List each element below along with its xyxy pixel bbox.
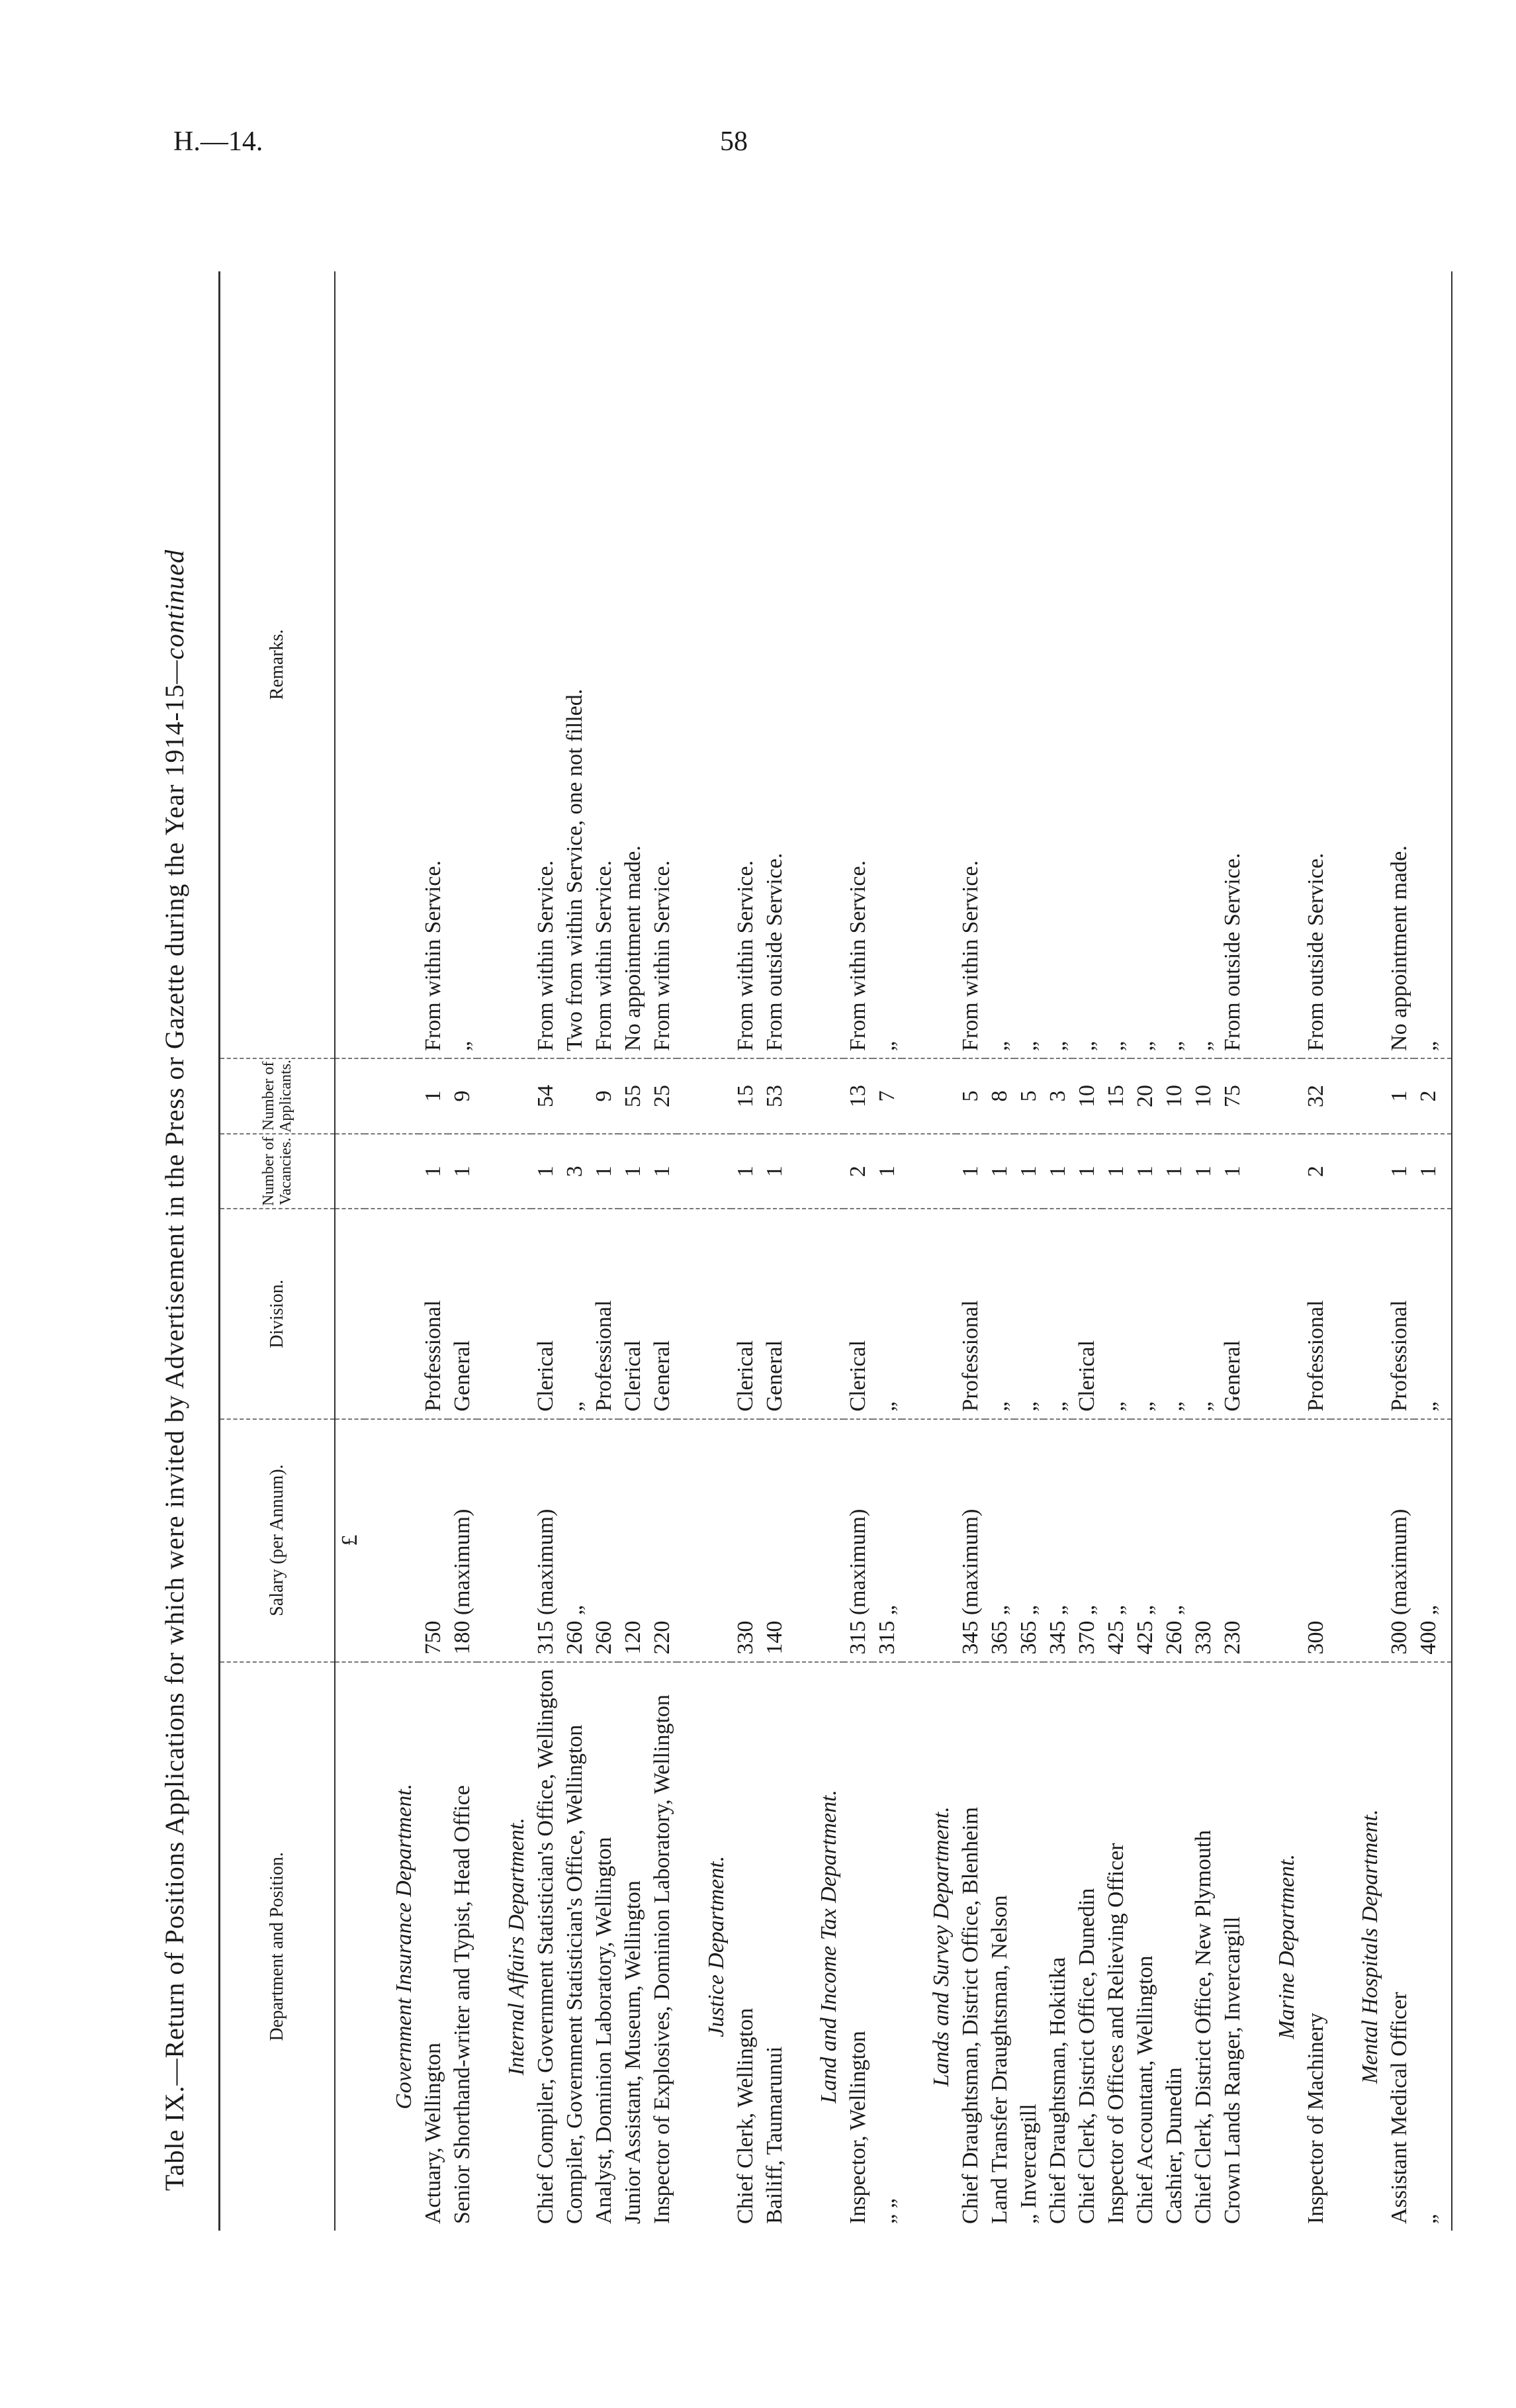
applicants-cell: 7: [873, 1058, 902, 1134]
empty-cell: [677, 1419, 731, 1662]
table-body: [365, 271, 1452, 2231]
division-cell: „: [873, 1209, 902, 1419]
position-cell: Inspector of Offices and Relieving Officer: [1104, 1843, 1128, 2224]
remarks-cell: From within Service.: [531, 271, 560, 1058]
table-row: [985, 271, 1014, 2231]
applicants-cell: 15: [731, 1058, 760, 1134]
division-cell: Clerical: [531, 1209, 560, 1419]
empty-cell: [677, 271, 731, 1058]
table-row: [1014, 271, 1044, 2231]
vacancies-cell: 1: [1131, 1134, 1160, 1209]
table-row: [1218, 271, 1247, 2231]
division-cell: General: [760, 1209, 789, 1419]
salary-cell: 180 (maximum): [448, 1419, 477, 1662]
vacancies-cell: 1: [1385, 1134, 1414, 1209]
table-row: [1131, 271, 1160, 2231]
table-row: [873, 271, 902, 2231]
division-cell: Professional: [590, 1209, 619, 1419]
table-row: [531, 271, 560, 2231]
caption-continued: —continued: [159, 549, 189, 684]
col-salary: Salary (per Annum).: [220, 1419, 335, 1662]
salary-cell: 120: [619, 1419, 648, 1662]
position-cell: Chief Compiler, Government Statistician's Office, Wellington: [533, 1669, 558, 2224]
empty-cell: [902, 1419, 956, 1662]
department-name: Land and Income Tax Department.: [817, 1789, 841, 2104]
position-cell: Senior Shorthand-writer and Typist, Head Office: [450, 1785, 474, 2224]
rotated-table-block: [119, 245, 1441, 2277]
remarks-cell: From outside Service.: [1302, 271, 1331, 1058]
empty-cell: [1331, 1058, 1385, 1134]
position-cell: „: [1414, 1662, 1452, 2231]
remarks-cell: „: [1131, 271, 1160, 1058]
department-heading-row: [1331, 271, 1385, 2231]
empty-cell: [1247, 1419, 1302, 1662]
remarks-cell: „: [985, 271, 1014, 1058]
empty-cell: [365, 1058, 419, 1134]
col-applicants: Number of Applicants.: [220, 1058, 335, 1134]
table-row: [1189, 271, 1218, 2231]
empty-cell: [789, 1134, 844, 1209]
table-row: [1160, 271, 1189, 2231]
position-cell: Chief Accountant, Wellington: [1133, 1955, 1157, 2224]
empty-cell: [677, 1209, 731, 1419]
vacancies-cell: 1: [619, 1134, 648, 1209]
table-caption: [159, 245, 190, 2191]
salary-cell: 400 „: [1414, 1419, 1452, 1662]
table-row: [1414, 271, 1452, 2231]
empty-cell: [1247, 1134, 1302, 1209]
vacancies-cell: 1: [590, 1134, 619, 1209]
remarks-cell: From within Service.: [844, 271, 873, 1058]
remarks-cell: „: [1014, 271, 1044, 1058]
vacancies-cell: 2: [1302, 1134, 1331, 1209]
division-cell: „: [1414, 1209, 1452, 1419]
empty-cell: [789, 271, 844, 1058]
applicants-cell: 20: [1131, 1058, 1160, 1134]
position-cell: Inspector of Explosives, Dominion Laboratory, Wellington: [650, 1694, 674, 2224]
department-name: Justice Department.: [704, 1855, 729, 2037]
position-cell: „ „: [875, 2198, 899, 2224]
empty-cell: [1331, 271, 1385, 1058]
empty-cell: [789, 1058, 844, 1134]
salary-cell: 750: [419, 1419, 448, 1662]
empty-cell: [1331, 1419, 1385, 1662]
remarks-cell: From within Service.: [590, 271, 619, 1058]
position-cell: Chief Draughtsman, Hokitika: [1046, 1957, 1070, 2224]
remarks-cell: „: [873, 271, 902, 1058]
vacancies-cell: 1: [1218, 1134, 1247, 1209]
remarks-cell: From within Service.: [956, 271, 985, 1058]
applicants-cell: 55: [619, 1058, 648, 1134]
position-cell: Inspector of Machinery: [1304, 2012, 1328, 2224]
vacancies-cell: 1: [1189, 1134, 1218, 1209]
remarks-cell: From outside Service.: [1218, 271, 1247, 1058]
position-cell: Chief Draughtsman, District Office, Blenheim: [958, 1806, 983, 2224]
remarks-cell: „: [1044, 271, 1073, 1058]
applicants-cell: 15: [1102, 1058, 1131, 1134]
vacancies-cell: 1: [1102, 1134, 1131, 1209]
empty-cell: [789, 1209, 844, 1419]
position-cell: Actuary, Wellington: [421, 2043, 445, 2224]
empty-cell: [477, 271, 531, 1058]
table-row: [590, 271, 619, 2231]
department-heading-row: [902, 271, 956, 2231]
remarks-cell: From within Service.: [648, 271, 677, 1058]
salary-cell: 260 „: [560, 1419, 590, 1662]
position-cell: Chief Clerk, District Office, New Plymouth: [1191, 1829, 1216, 2224]
applicants-cell: 53: [760, 1058, 789, 1134]
remarks-cell: „: [1073, 271, 1102, 1058]
division-cell: „: [560, 1209, 590, 1419]
position-cell: Chief Clerk, District Office, Dunedin: [1075, 1888, 1099, 2224]
applicants-cell: 3: [1044, 1058, 1073, 1134]
table-row: [419, 271, 448, 2231]
salary-cell: 230: [1218, 1419, 1247, 1662]
vacancies-cell: 1: [1014, 1134, 1044, 1209]
applicants-cell: 8: [985, 1058, 1014, 1134]
division-cell: „: [985, 1209, 1014, 1419]
col-remarks: Remarks.: [220, 271, 335, 1058]
applicants-cell: 9: [448, 1058, 477, 1134]
department-name: Mental Hospitals Department.: [1358, 1809, 1382, 2084]
salary-cell: 220: [648, 1419, 677, 1662]
position-cell: Bailiff, Taumarunui: [762, 2046, 787, 2224]
division-cell: Clerical: [1073, 1209, 1102, 1419]
division-cell: General: [648, 1209, 677, 1419]
applicants-cell: 10: [1160, 1058, 1189, 1134]
division-cell: Professional: [419, 1209, 448, 1419]
table-row: [1302, 271, 1331, 2231]
table-header-row: [220, 271, 335, 2231]
empty-cell: [1247, 1058, 1302, 1134]
applicants-cell: 2: [1414, 1058, 1452, 1134]
remarks-cell: „: [1160, 271, 1189, 1058]
vacancies-cell: 1: [1073, 1134, 1102, 1209]
caption-main: Table IX.—Return of Positions Applications for which were invited by Advertisement in the Press or Gazette during the Year 1914-15: [159, 684, 189, 2191]
empty-cell: [677, 1134, 731, 1209]
applicants-cell: 5: [1014, 1058, 1044, 1134]
position-cell: Assistant Medical Officer: [1387, 1992, 1411, 2224]
table-row: [731, 271, 760, 2231]
salary-cell: 315 (maximum): [844, 1419, 873, 1662]
page-code: H.—14.: [173, 126, 263, 157]
table-row: [560, 271, 590, 2231]
empty-cell: [365, 271, 419, 1058]
remarks-cell: No appointment made.: [619, 271, 648, 1058]
remarks-cell: Two from within Service, one not filled.: [560, 271, 590, 1058]
applicants-cell: 25: [648, 1058, 677, 1134]
vacancies-cell: 1: [1160, 1134, 1189, 1209]
position-cell: Land Transfer Draughtsman, Nelson: [987, 1895, 1012, 2224]
vacancies-cell: 1: [531, 1134, 560, 1209]
table-row: [1102, 271, 1131, 2231]
vacancies-cell: 1: [731, 1134, 760, 1209]
department-heading-row: [789, 271, 844, 2231]
empty-cell: [365, 1419, 419, 1662]
salary-cell: 300: [1302, 1419, 1331, 1662]
empty-cell: [1331, 1209, 1385, 1419]
department-heading-row: [365, 271, 419, 2231]
position-cell: Cashier, Dunedin: [1162, 2067, 1186, 2224]
empty-cell: [902, 1134, 956, 1209]
vacancies-cell: 1: [448, 1134, 477, 1209]
table-row: [1385, 271, 1414, 2231]
vacancies-cell: 1: [1044, 1134, 1073, 1209]
vacancies-cell: 1: [1414, 1134, 1452, 1209]
salary-cell: 315 „: [873, 1419, 902, 1662]
position-cell: Crown Lands Ranger, Invercargill: [1220, 1916, 1245, 2224]
division-cell: Professional: [1385, 1209, 1414, 1419]
remarks-cell: „: [448, 271, 477, 1058]
table-row: [619, 271, 648, 2231]
empty-cell: [677, 1058, 731, 1134]
col-vacancies: Number of Vacancies.: [220, 1134, 335, 1209]
position-cell: Analyst, Dominion Laboratory, Wellington: [592, 1837, 616, 2224]
table-row: [1044, 271, 1073, 2231]
remarks-cell: From outside Service.: [760, 271, 789, 1058]
applicants-cell: 9: [590, 1058, 619, 1134]
applicants-cell: 10: [1189, 1058, 1218, 1134]
applicants-cell: 10: [1073, 1058, 1102, 1134]
division-cell: „: [1014, 1209, 1044, 1419]
department-name: Marine Department.: [1274, 1854, 1299, 2039]
empty-cell: [477, 1209, 531, 1419]
vacancies-cell: 2: [844, 1134, 873, 1209]
remarks-cell: „: [1414, 271, 1452, 1058]
table-row: [956, 271, 985, 2231]
empty-cell: [902, 1209, 956, 1419]
applicants-cell: 5: [956, 1058, 985, 1134]
table-row: [448, 271, 477, 2231]
currency-row: [335, 271, 365, 2231]
division-cell: „: [1044, 1209, 1073, 1419]
position-cell: „ Invercargill: [1016, 2104, 1041, 2224]
salary-cell: 425 „: [1102, 1419, 1131, 1662]
division-cell: Professional: [956, 1209, 985, 1419]
applicants-cell: 54: [531, 1058, 560, 1134]
remarks-cell: From within Service.: [419, 271, 448, 1058]
vacancies-cell: 1: [419, 1134, 448, 1209]
vacancies-cell: 1: [648, 1134, 677, 1209]
empty-cell: [477, 1134, 531, 1209]
applicants-cell: 32: [1302, 1058, 1331, 1134]
remarks-cell: „: [1102, 271, 1131, 1058]
empty-cell: [365, 1209, 419, 1419]
currency-symbol: £: [335, 1419, 365, 1662]
division-cell: „: [1189, 1209, 1218, 1419]
vacancies-cell: 1: [985, 1134, 1014, 1209]
division-cell: Clerical: [731, 1209, 760, 1419]
empty-cell: [365, 1134, 419, 1209]
division-cell: „: [1131, 1209, 1160, 1419]
salary-cell: 140: [760, 1419, 789, 1662]
salary-cell: 330: [1189, 1419, 1218, 1662]
applicants-cell: 75: [1218, 1058, 1247, 1134]
salary-cell: 300 (maximum): [1385, 1419, 1414, 1662]
salary-cell: 345 „: [1044, 1419, 1073, 1662]
department-name: Internal Affairs Department.: [504, 1818, 529, 2076]
table-row: [844, 271, 873, 2231]
vacancies-cell: 1: [760, 1134, 789, 1209]
division-cell: Clerical: [619, 1209, 648, 1419]
division-cell: „: [1160, 1209, 1189, 1419]
division-cell: Clerical: [844, 1209, 873, 1419]
department-name: Government Insurance Department.: [392, 1783, 416, 2109]
empty-cell: [477, 1419, 531, 1662]
remarks-cell: „: [1189, 271, 1218, 1058]
empty-cell: [477, 1058, 531, 1134]
division-cell: General: [448, 1209, 477, 1419]
salary-cell: 370 „: [1073, 1419, 1102, 1662]
applicants-cell: [560, 1058, 590, 1134]
department-heading-row: [677, 271, 731, 2231]
salary-cell: 260: [590, 1419, 619, 1662]
salary-cell: 365 „: [985, 1419, 1014, 1662]
table-row: [1073, 271, 1102, 2231]
table-row: [760, 271, 789, 2231]
department-name: Lands and Survey Department.: [929, 1806, 954, 2087]
salary-cell: 425 „: [1131, 1419, 1160, 1662]
empty-cell: [902, 271, 956, 1058]
position-cell: Compiler, Government Statistician's Office, Wellington: [562, 1724, 587, 2224]
salary-cell: 260 „: [1160, 1419, 1189, 1662]
position-cell: Inspector, Wellington: [846, 2031, 870, 2224]
division-cell: „: [1102, 1209, 1131, 1419]
remarks-cell: No appointment made.: [1385, 271, 1414, 1058]
position-cell: Chief Clerk, Wellington: [733, 2008, 758, 2224]
empty-cell: [902, 1058, 956, 1134]
vacancies-cell: 1: [873, 1134, 902, 1209]
page-number: 58: [720, 126, 748, 157]
salary-cell: 365 „: [1014, 1419, 1044, 1662]
applicants-cell: 1: [1385, 1058, 1414, 1134]
division-cell: Professional: [1302, 1209, 1331, 1419]
empty-cell: [1331, 1134, 1385, 1209]
salary-cell: 315 (maximum): [531, 1419, 560, 1662]
positions-table: [218, 271, 1452, 2231]
vacancies-cell: 3: [560, 1134, 590, 1209]
table-row: [648, 271, 677, 2231]
position-cell: Junior Assistant, Museum, Wellington: [621, 1880, 645, 2224]
department-heading-row: [1247, 271, 1302, 2231]
vacancies-cell: 1: [956, 1134, 985, 1209]
empty-cell: [789, 1419, 844, 1662]
empty-cell: [1247, 1209, 1302, 1419]
applicants-cell: 1: [419, 1058, 448, 1134]
col-department: Department and Position.: [220, 1662, 335, 2231]
applicants-cell: 13: [844, 1058, 873, 1134]
salary-cell: 330: [731, 1419, 760, 1662]
salary-cell: 345 (maximum): [956, 1419, 985, 1662]
department-heading-row: [477, 271, 531, 2231]
empty-cell: [1247, 271, 1302, 1058]
remarks-cell: From within Service.: [731, 271, 760, 1058]
division-cell: General: [1218, 1209, 1247, 1419]
col-division: Division.: [220, 1209, 335, 1419]
